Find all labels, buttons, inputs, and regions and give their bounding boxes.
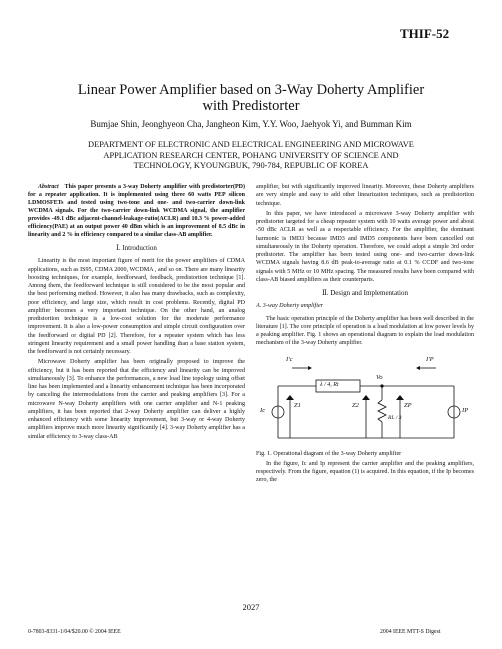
footer-digest: 2004 IEEE MTT-S Digest bbox=[380, 629, 441, 635]
abstract-text: This paper presents a 3-way Doherty amplifier with predistorter(PD) for a repeater application. It is implemented using three 60 watts PEP silicon LDMOSFETs and tested using two-tone and one- and two-carrier down-link WCDMA signals. For the two-carrier down-link WCDMA signal, the amplifier provides -49.1 dBc adjacent-channel-leakage-ratio(ACLR) and 10.3 % power-added efficiency(PAE) at an output power 40 dBm which is an improvement of 8.5 dBc in linearity and 2 % in efficiency compared to a similar class-AB amplifier. bbox=[28, 184, 246, 238]
right-column bbox=[256, 183, 474, 487]
label-ic: Ic bbox=[260, 406, 266, 414]
paragraph: The basic operation principle of the Doherty amplifier has been well described in the literature [1]. The core principle of operation is a load modulation at low power levels by a peaking amplifier. Fig. 1 shows an operational diagram to explain the load modulation mechanism of the 3-way Doherty amplifier. bbox=[256, 315, 474, 347]
arrowhead-ip bbox=[416, 366, 420, 370]
paragraph: In this paper, we have introduced a microwave 3-way Doherty amplifier with predistorter targeted for a cheap repeater system with 10 watts average power and about -50 dBc ACLR as well as a respectable efficiency. For the amplifier, the dominant harmonic is IMD3 because IMD3 and IMD5 components have been cancelled out simultaneously in the Doherty operation. Therefore, we could adopt a simple 3rd order predistorter. The amplifier has been tested using one- and two-carrier down-link WCDMA signals having 8.6 dB peak-to-average ratio at 0.1 % CCDF and two-tone signals with 5 MHz or 10 MHz spacing. The measured results have been compared with class-AB biased amplifiers as their counterparts. bbox=[256, 210, 474, 283]
label-vo: Vo bbox=[376, 373, 383, 381]
paragraph: Linearity is the most important figure of merit for the power amplifiers of CDMA applications, such as IS95, CDMA 2000, WCDMA , and so on. There are many linearity boosting techniques, for example, feedforward, feedback, predistortion technique [1]. Among them, the feedforward technique is still considered to be the most popular and the best performing method. However, it also has many drawbacks, such as complexity, poor efficiency, and large size, which result in cost problems. Recently, digital PD amplifier becomes a very important technique. On the other hand, an analog predistortion technique is a low-cost solution for the moderate performance improvement. It is also a low-power consumption and simple circuit configuration over the feedforward or digital PD [2]. Therefore, for a repeater system which has less stringent linearity requirement and a small power handling than a base station system, the feedforward is not certainly necessary. bbox=[28, 258, 245, 355]
load-resistor bbox=[378, 400, 386, 422]
figure-caption: Fig. 1. Operational diagram of the 3-way Doherty amplifier bbox=[256, 450, 402, 457]
label-zp: ZP bbox=[404, 401, 412, 409]
page-number: 2027 bbox=[242, 602, 260, 612]
paper-title bbox=[40, 82, 462, 114]
title-line-2: with Predistorter bbox=[202, 98, 300, 114]
node-vo bbox=[380, 384, 383, 387]
affiliation bbox=[60, 140, 442, 172]
subsection-heading: A. 3-way Doherty amplifier bbox=[256, 303, 324, 310]
label-ic-prime: I'c bbox=[286, 355, 293, 363]
label-ip-prime: I'P bbox=[426, 355, 434, 363]
label-z2: Z2 bbox=[352, 401, 359, 409]
authors: Bumjae Shin, Jeonghyeon Cha, Jangheon Kim, Y.Y. Woo, Jaehyok Yi, and Bumman Kim bbox=[90, 119, 412, 129]
paper-id: THIF-52 bbox=[400, 26, 450, 41]
arrowhead-ic bbox=[308, 366, 312, 370]
paragraph: amplifier, but with significantly improved linearity. Moreover, these Doherty amplifiers are very simple and easy to add other linearization techniques, such as predistortion technique. bbox=[256, 184, 474, 207]
arrowhead-z2 bbox=[362, 395, 370, 400]
arrowhead-zp bbox=[396, 395, 404, 400]
abstract bbox=[28, 183, 245, 239]
abstract-lead: Abstract bbox=[38, 184, 59, 190]
affiliation-line-1: DEPARTMENT OF ELECTRONIC AND ELECTRICAL ENGINEERING AND MICROWAVE bbox=[88, 140, 414, 149]
figure-1-diagram bbox=[256, 350, 474, 448]
circuit-drawing bbox=[256, 350, 474, 448]
affiliation-line-3: TECHNOLOGY, KYOUNGBUK, 790-784, REPUBLIC OF KOREA bbox=[133, 161, 369, 170]
paragraph: In the figure, Ic and Ip represent the carrier amplifier and the peaking amplifiers, respectively. From the figure, equation (1) is acquired. In this equation, if the Ip becomes zero, the bbox=[256, 460, 474, 484]
label-load: RL / 3 bbox=[388, 414, 402, 421]
left-column bbox=[28, 183, 245, 443]
arrowhead-z1 bbox=[286, 395, 294, 400]
title-line-1: Linear Power Amplifier based on 3-Way Doherty Amplifier bbox=[77, 82, 425, 98]
affiliation-line-2: APPLICATION RESEARCH CENTER, POHANG UNIVERSITY OF SCIENCE AND bbox=[103, 150, 399, 160]
label-z1: Z1 bbox=[294, 401, 301, 409]
label-transmission-line: λ / 4, Rt bbox=[320, 382, 339, 388]
section-heading-design: Ⅱ. Design and Implementation bbox=[321, 289, 409, 297]
label-ip: IP bbox=[462, 406, 469, 414]
section-heading-introduction: Ⅰ. Introduction bbox=[116, 244, 157, 252]
footer-copyright: 0-7803-8331-1/04/$20.00 © 2004 IEEE bbox=[28, 629, 121, 635]
paragraph: Microwave Doherty amplifier has been originally proposed to improve the efficiency, but it has been reported that the efficiency and linearity can be improved simultaneously [3]. To enhance the performances, a new load line topology using offset line has been implemented and a linearity enhancement technique has been incorporated by canceling the intermodulations from the carrier and peaking amplifiers [3]. For a microwave N-way Doherty amplifiers with one carrier amplifier and N-1 peaking amplifiers, it has been reported that 2-way Doherty amplifier can deliver a highly enhanced efficiency with some linearity improvement, but 3-way or 4-way Doherty amplifiers improve much more linearity significantly [4]. 3-way Doherty amplifier has a similar efficiency to 3-way class-AB bbox=[28, 359, 245, 440]
